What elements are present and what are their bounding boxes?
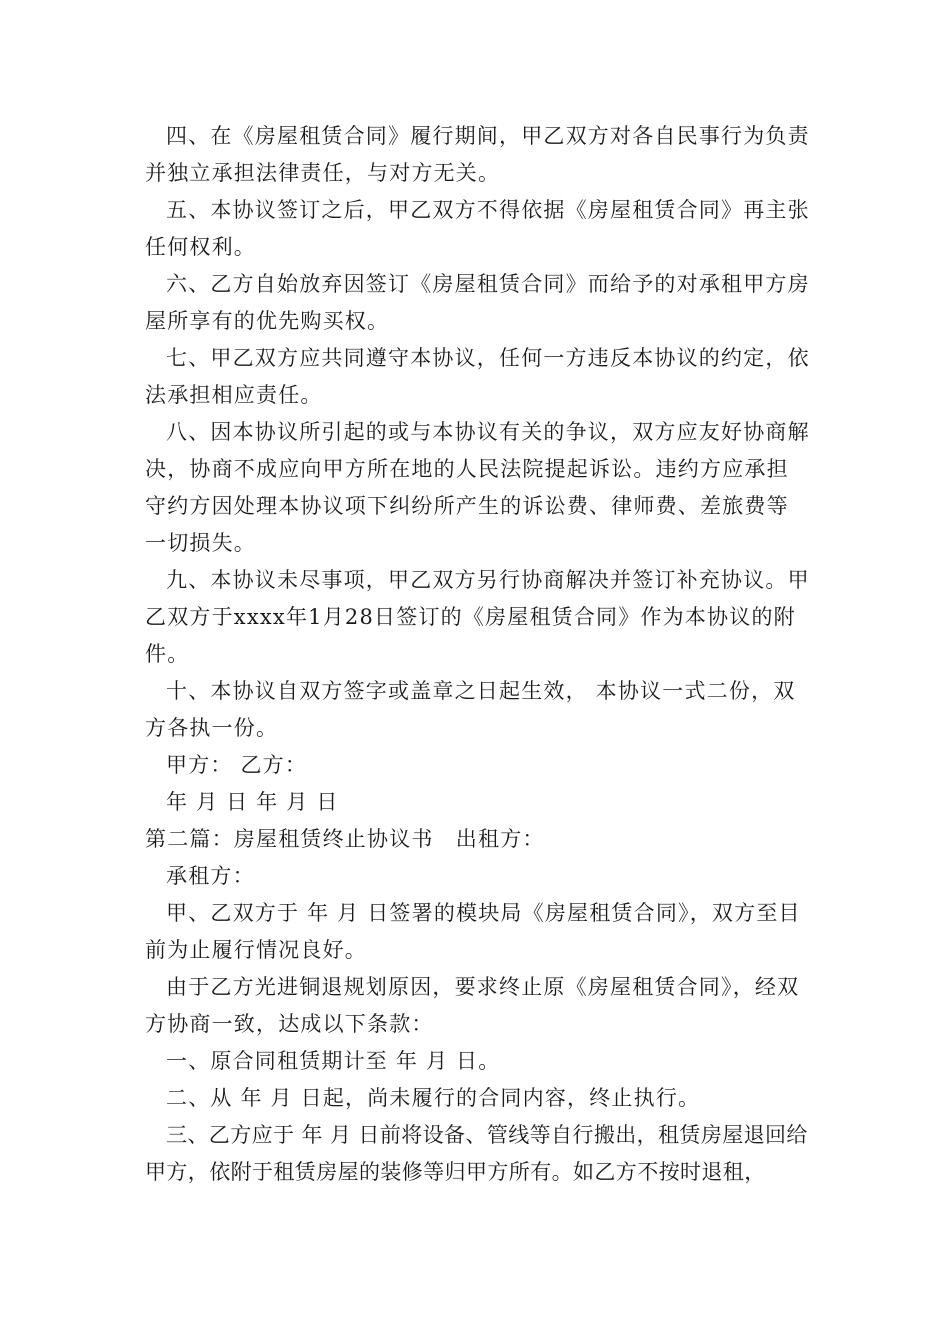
term-1: 一、原合同租赁期计至 年 月 日。 (166, 1049, 501, 1073)
term-2: 二、从 年 月 日起，尚未履行的合同内容，终止执行。 (166, 1086, 701, 1110)
clause-8: 八、因本协议所引起的或与本协议有关的争议，双方应友好协商解决，协商不成应向甲方所在地的人民法院提起诉讼。违约方应承担守约方因处理本协议项下纠纷所产生的诉讼费、律师费、差旅费等一切损失。 (145, 420, 810, 555)
clause-10: 十、本协议自双方签字或盖章之日起生效， 本协议一式二份，双方各执一份。 (145, 679, 796, 740)
clause-5: 五、本协议签订之后，甲乙双方不得依据《房屋租赁合同》再主张任何权利。 (145, 198, 810, 259)
document-body (145, 118, 810, 1191)
lessee-line: 承租方： (166, 864, 255, 888)
intro-paragraph: 甲、乙双方于 年 月 日签署的模块局《房屋租赁合同》，双方至目前为止履行情况良好。 (145, 901, 801, 962)
signature-parties: 甲方： 乙方： (166, 753, 308, 777)
term-3: 三、乙方应于 年 月 日前将设备、管线等自行搬出，租赁房屋退回给甲方，依附于租赁房屋的装修等归甲方所有。如乙方不按时退租， (145, 1123, 808, 1184)
clause-6: 六、乙方自始放弃因签订《房屋租赁合同》而给予的对承租甲方房屋所享有的优先购买权。 (145, 272, 810, 333)
clause-9: 九、本协议未尽事项，甲乙双方另行协商解决并签订补充协议。甲乙双方于xxxx年1月28日签订的《房屋租赁合同》作为本协议的附件。 (145, 568, 810, 666)
signature-dates: 年 月 日 年 月 日 (166, 790, 339, 814)
reason-paragraph: 由于乙方光进铜退规划原因，要求终止原《房屋租赁合同》，经双方协商一致，达成以下条款： (145, 975, 800, 1036)
clause-7: 七、甲乙双方应共同遵守本协议，任何一方违反本协议的约定，依法承担相应责任。 (145, 346, 810, 407)
section-heading: 第二篇：房屋租赁终止协议书 出租方： (145, 827, 545, 851)
clause-4: 四、在《房屋租赁合同》履行期间，甲乙双方对各自民事行为负责并独立承担法律责任，与对方无关。 (145, 124, 810, 185)
